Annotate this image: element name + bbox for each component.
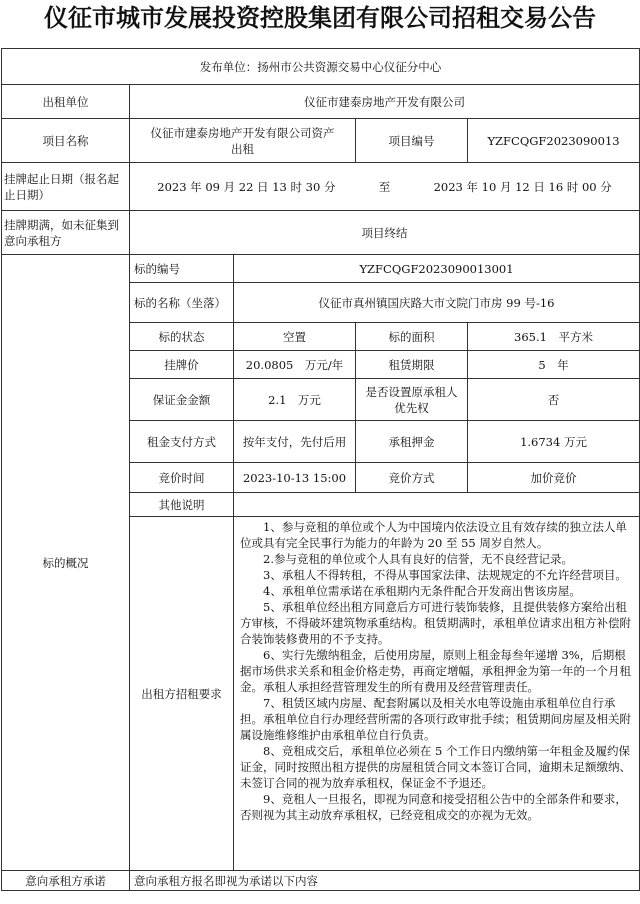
project-name-value: 仪征市建泰房地产开发有限公司资产出租 bbox=[130, 119, 356, 163]
other-value bbox=[234, 493, 640, 517]
subject-no-value: YZFCQGF2023090013001 bbox=[234, 255, 640, 283]
payment-label: 租金支付方式 bbox=[130, 421, 234, 463]
lessor-value: 仪征市建泰房地产开发有限公司 bbox=[130, 85, 640, 119]
term-label: 租赁期限 bbox=[356, 351, 468, 379]
page-title: 仪征市城市发展投资控股集团有限公司招租交易公告 bbox=[44, 3, 596, 32]
bid-method-label: 竞价方式 bbox=[356, 463, 468, 493]
listing-period-label: 挂牌起止日期（报名起止日期） bbox=[2, 163, 130, 211]
listing-end: 2023 年 10 月 12 日 16 时 00 分 bbox=[433, 179, 612, 194]
price-label: 挂牌价 bbox=[130, 351, 234, 379]
status-value: 空置 bbox=[234, 323, 356, 351]
lessor-label: 出租单位 bbox=[2, 85, 130, 119]
bid-method-value: 加价竞价 bbox=[468, 463, 640, 493]
price-value: 20.0805 万元/年 bbox=[234, 351, 356, 379]
announcement-table bbox=[1, 48, 640, 891]
subject-name-value: 仪征市真州镇国庆路大市文院门市房 99 号-16 bbox=[234, 283, 640, 323]
payment-value: 按年支付，先付后用 bbox=[234, 421, 356, 463]
requirements-list bbox=[234, 517, 640, 871]
security-label: 承租押金 bbox=[356, 421, 468, 463]
area-label: 标的面积 bbox=[356, 323, 468, 351]
commitment-value: 意向承租方报名即视为承诺以下内容 bbox=[130, 871, 640, 891]
priority-value: 否 bbox=[468, 379, 640, 421]
bid-time-value: 2023-10-13 15:00 bbox=[234, 463, 356, 493]
bid-time-label: 竞价时间 bbox=[130, 463, 234, 493]
requirement-item: 5、承租单位经出租方同意后方可进行装饰装修，且提供装修方案给出租方审核，不得破坏建筑物承重结构。租赁期满时，承租单位请求出租方补偿附合装饰装修费用的不予支持。 bbox=[240, 600, 631, 646]
term-value: 5 年 bbox=[468, 351, 640, 379]
status-label: 标的状态 bbox=[130, 323, 234, 351]
area-value: 365.1 平方米 bbox=[468, 323, 640, 351]
publisher: 发布单位：扬州市公共资源交易中心仪征分中心 bbox=[2, 49, 640, 85]
subject-name-label: 标的名称（坐落） bbox=[130, 283, 234, 323]
expiry-label: 挂牌期满，如未征集到意向承租方 bbox=[2, 211, 130, 255]
requirement-item: 2.参与竞租的单位或个人具有良好的信誉，无不良经营记录。 bbox=[263, 552, 573, 566]
project-name-label: 项目名称 bbox=[2, 119, 130, 163]
requirement-item: 4、承租单位需承诺在承租期内无条件配合开发商出售该房屋。 bbox=[263, 584, 581, 598]
requirement-item: 9、竞租人一旦报名，即视为同意和接受招租公告中的全部条件和要求，否则视为其主动放弃承租权，已经竞租成交的亦视为无效。 bbox=[240, 792, 627, 822]
listing-to: 至 bbox=[378, 179, 391, 194]
other-label: 其他说明 bbox=[130, 493, 234, 517]
subject-no-label: 标的编号 bbox=[130, 255, 234, 283]
subject-section-label: 标的概况 bbox=[2, 255, 130, 871]
expiry-value: 项目终结 bbox=[130, 211, 640, 255]
requirement-item: 1、参与竞租的单位或个人为中国境内依法设立且有效存续的独立法人单位或具有完全民事行为能力的年龄为 20 至 55 周岁自然人。 bbox=[240, 520, 627, 550]
requirement-item: 8、竞租成交后，承租单位必须在 5 个工作日内缴纳第一年租金及履约保证金，同时按照出租方提供的房屋租赁合同文本签订合同，逾期未足额缴纳、未签订合同的视为放弃承租权，保证金不予退还。 bbox=[240, 744, 631, 790]
listing-start: 2023 年 09 月 22 日 13 时 30 分 bbox=[157, 179, 336, 194]
requirement-item: 7、租赁区域内房屋、配套附属以及相关水电等设施由承租单位自行承担。承租单位自行办理经营所需的各项行政审批手续；租赁期间房屋及相关附属设施维修维护由承租单位自行负责。 bbox=[240, 696, 631, 742]
priority-label: 是否设置原承租人优先权 bbox=[356, 379, 468, 421]
listing-period-value bbox=[130, 163, 640, 211]
security-value: 1.6734 万元 bbox=[468, 421, 640, 463]
deposit-label: 保证金金额 bbox=[130, 379, 234, 421]
requirements-label: 出租方招租要求 bbox=[130, 517, 234, 871]
requirement-item: 3、承租人不得转租，不得从事国家法律、法规规定的不允许经营项目。 bbox=[263, 568, 627, 582]
requirement-item: 6、实行先缴纳租金，后使用房屋，原则上租金每叁年递增 3%，后期根据市场供求关系和租金价格走势，再商定增幅，承租押金为第一年的一个月租金。承租人承担经营管理发生的所有费用及经营管理责任。 bbox=[240, 648, 631, 694]
project-no-label: 项目编号 bbox=[356, 119, 468, 163]
commitment-label: 意向承租方承诺 bbox=[2, 871, 130, 891]
deposit-value: 2.1 万元 bbox=[234, 379, 356, 421]
project-no-value: YZFCQGF2023090013 bbox=[468, 119, 640, 163]
